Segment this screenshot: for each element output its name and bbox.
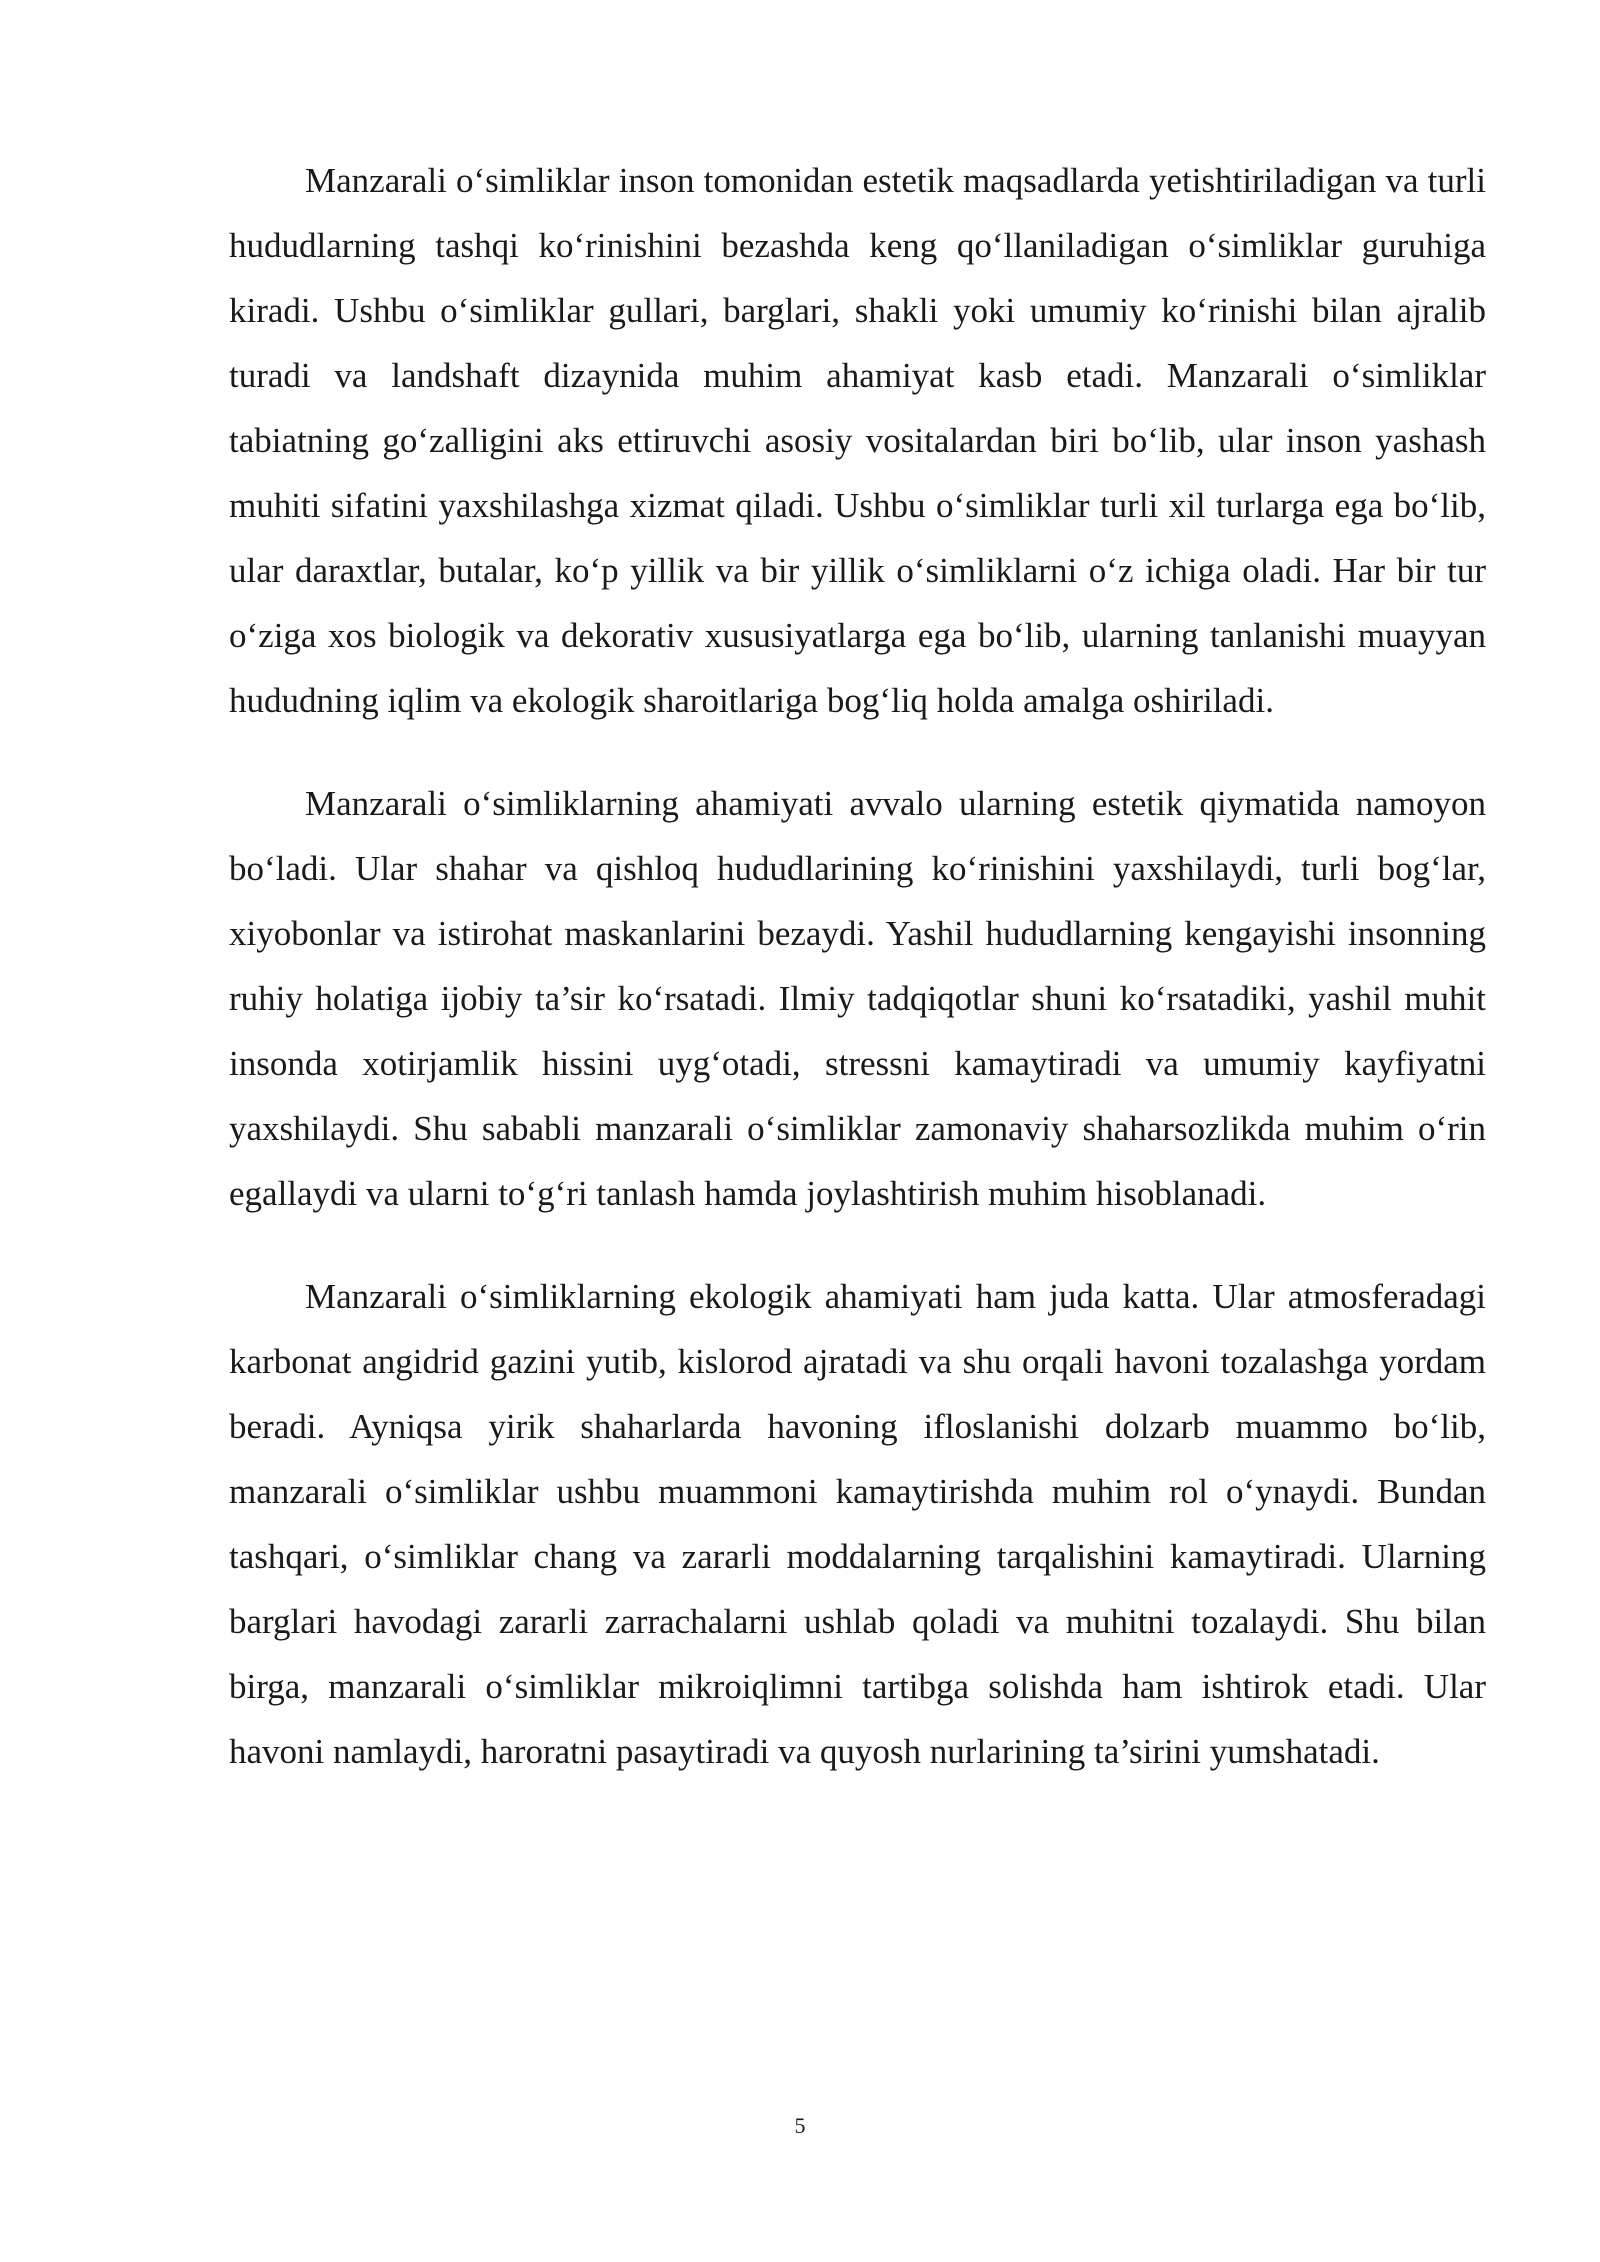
paragraph-aesthetic-importance: Manzarali o‘simliklarning ahamiyati avvalo ularning estetik qiymatida namoyon bo‘ladi. Ular shahar va qishloq hududlarining ko‘rinishini yaxshilaydi, turli bog‘lar, xiyobonlar va istirohat maskanlarini bezaydi. Yashil hududlarning kengayishi insonning ruhiy holatiga ijobiy ta’sir ko‘rsatadi. Ilmiy tadqiqotlar shuni ko‘rsatadiki, yashil muhit insonda xotirjamlik hissini uyg‘otadi, stressni kamaytiradi va umumiy kayfiyatni yaxshilaydi. Shu sababli manzarali o‘simliklar zamonaviy shaharsozlikda muhim o‘rin egallaydi va ularni to‘g‘ri tanlash hamda joylashtirish muhim hisoblanadi. [229, 784, 1486, 1213]
document-body [229, 148, 1486, 1822]
paragraph-intro: Manzarali o‘simliklar inson tomonidan estetik maqsadlarda yetishtiriladigan va turli hududlarning tashqi ko‘rinishini bezashda keng qo‘llaniladigan o‘simliklar guruhiga kiradi. Ushbu o‘simliklar gullari, barglari, shakli yoki umumiy ko‘rinishi bilan ajralib turadi va landshaft dizaynida muhim ahamiyat kasb etadi. Manzarali o‘simliklar tabiatning go‘zalligini aks ettiruvchi asosiy vositalardan biri bo‘lib, ular inson yashash muhiti sifatini yaxshilashga xizmat qiladi. Ushbu o‘simliklar turli xil turlarga ega bo‘lib, ular daraxtlar, butalar, ko‘p yillik va bir yillik o‘simliklarni o‘z ichiga oladi. Har bir tur o‘ziga xos biologik va dekorativ xususiyatlarga ega bo‘lib, ularning tanlanishi muayyan hududning iqlim va ekologik sharoitlariga bog‘liq holda amalga oshiriladi. [229, 161, 1486, 720]
paragraph-ecological-importance: Manzarali o‘simliklarning ekologik ahamiyati ham juda katta. Ular atmosferadagi karbonat angidrid gazini yutib, kislorod ajratadi va shu orqali havoni tozalashga yordam beradi. Ayniqsa yirik shaharlarda havoning ifloslanishi dolzarb muammo bo‘lib, manzarali o‘simliklar ushbu muammoni kamaytirishda muhim rol o‘ynaydi. Bundan tashqari, o‘simliklar chang va zararli moddalarning tarqalishini kamaytiradi. Ularning barglari havodagi zararli zarrachalarni ushlab qoladi va muhitni tozalaydi. Shu bilan birga, manzarali o‘simliklar mikroiqlimni tartibga solishda ham ishtirok etadi. Ular havoni namlaydi, haroratni pasaytiradi va quyosh nurlarining ta’sirini yumshatadi. [229, 1277, 1486, 1771]
page-number: 5 [794, 2113, 806, 2138]
